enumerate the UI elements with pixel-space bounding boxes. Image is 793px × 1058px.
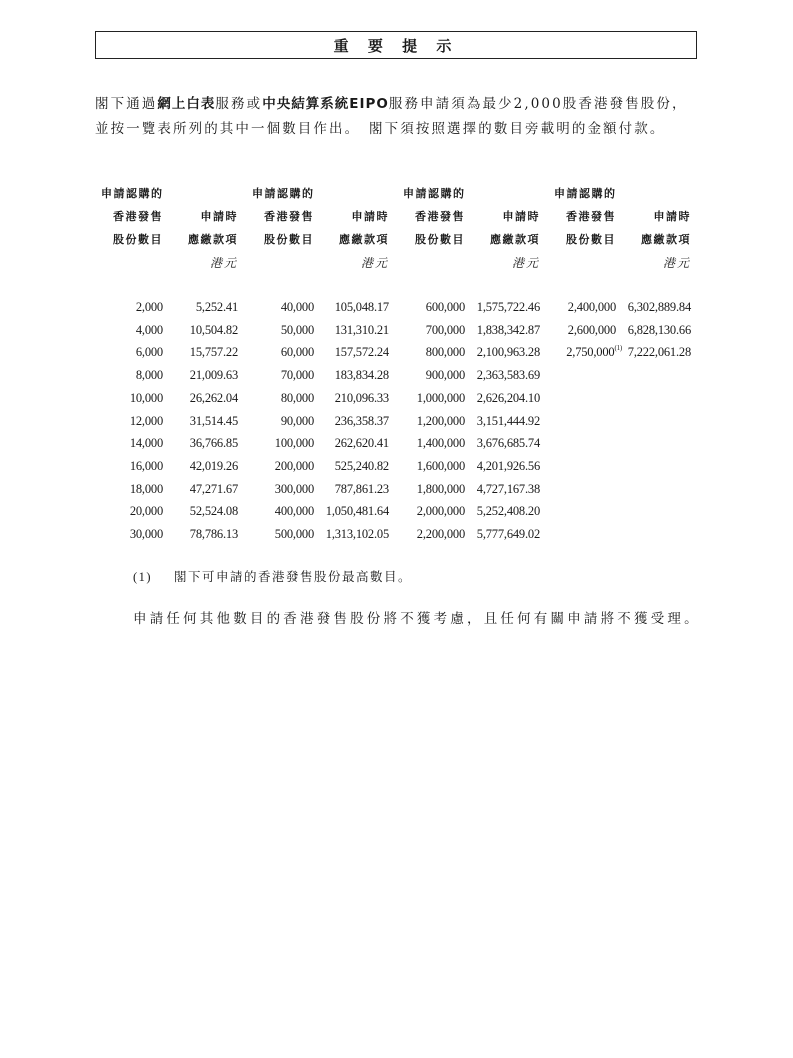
share-count-cell: 1,000,000: [416, 390, 465, 405]
amount-cell: 7,222,061.28: [627, 345, 691, 360]
amount-cell: 26,262.04: [189, 390, 238, 405]
share-count-cell: 700,000: [425, 322, 465, 337]
amount-cell: 183,834.28: [334, 368, 389, 383]
share-count-cell: 1,600,000: [416, 458, 465, 473]
header-shares-line1: 申請認購的: [403, 187, 466, 200]
amount-cell: 236,358.37: [334, 413, 389, 428]
header-amount-line1: 申請時: [502, 210, 540, 223]
header-shares-line3: 股份數目: [264, 233, 314, 246]
header-unit-hkd: 港元: [511, 256, 540, 270]
share-count-cell: 1,400,000: [416, 436, 465, 451]
amount-cell: 1,313,102.05: [325, 527, 389, 541]
share-count-cell: 900,000: [425, 368, 465, 383]
intro-lead: 閣下通過: [95, 96, 158, 112]
share-count-cell: 300,000: [274, 481, 314, 496]
header-unit-hkd: 港元: [360, 256, 389, 270]
header-shares-line2: 香港發售: [415, 210, 465, 223]
share-count-cell: 100,000: [274, 436, 314, 451]
share-count-cell: 16,000: [129, 458, 163, 473]
share-count-cell: 6,000: [135, 345, 163, 360]
amount-cell: 1,575,722.46: [476, 300, 540, 314]
header-amount-line1: 申請時: [653, 210, 691, 223]
share-count-cell: 30,000: [129, 527, 163, 541]
title-text: 重 要 提 示: [333, 36, 459, 55]
share-count-cell: 1,200,000: [416, 413, 465, 428]
header-shares-line3: 股份數目: [566, 233, 616, 246]
amount-cell: 210,096.33: [334, 390, 389, 405]
share-count-cell: 80,000: [280, 390, 314, 405]
intro-rest: 服務申請須為最少2,000股香港發售股份，並按一覽表所列的其中一個數目作出。 閣下須按照選擇的數目旁載明的金額付款。: [95, 96, 688, 137]
share-count-cell: 50,000: [280, 322, 314, 337]
amount-cell: 10,504.82: [189, 322, 238, 337]
share-count-cell: 70,000: [280, 368, 314, 383]
share-count-cell: 60,000: [280, 345, 314, 360]
header-amount-line2: 應繳款項: [188, 233, 238, 246]
share-count-cell: 200,000: [274, 458, 314, 473]
header-amount-line1: 申請時: [351, 210, 389, 223]
header-shares-line3: 股份數目: [113, 233, 163, 246]
share-count-cell: 2,400,000: [567, 300, 616, 314]
amount-cell: 2,100,963.28: [476, 345, 540, 360]
footnote-text: 閣下可申請的香港發售股份最高數目。: [173, 569, 412, 584]
amount-cell: 6,302,889.84: [627, 300, 691, 314]
header-shares-line2: 香港發售: [566, 210, 616, 223]
amount-cell: 4,201,926.56: [476, 458, 540, 473]
intro-paragraph: [95, 92, 697, 141]
page-title: [95, 31, 697, 59]
intro-bold-ccass: 中央結算系統EIPO: [262, 96, 389, 112]
share-count-cell: 400,000: [274, 504, 314, 519]
amount-cell: 5,252.41: [195, 300, 238, 314]
share-count-cell: 2,600,000: [567, 322, 616, 337]
final-statement: 申請任何其他數目的香港發售股份將不獲考慮，且任何有關申請將不獲受理。: [133, 611, 701, 627]
header-shares-line1: 申請認購的: [554, 187, 617, 200]
header-shares-line2: 香港發售: [264, 210, 314, 223]
amount-cell: 131,310.21: [334, 322, 389, 337]
footnote: [133, 567, 412, 585]
header-unit-hkd: 港元: [662, 256, 691, 270]
header-amount-line2: 應繳款項: [490, 233, 540, 246]
amount-cell: 52,524.08: [189, 504, 238, 519]
amount-cell: 2,363,583.69: [476, 368, 540, 383]
amount-cell: 6,828,130.66: [627, 322, 691, 337]
footnote-marker: (1): [133, 570, 153, 584]
amount-cell: 15,757.22: [189, 345, 238, 360]
amount-cell: 2,626,204.10: [476, 390, 540, 405]
share-count-cell: 4,000: [135, 322, 163, 337]
share-count-cell: 18,000: [129, 481, 163, 496]
amount-cell: 4,727,167.38: [476, 481, 540, 496]
header-shares-line1: 申請認購的: [101, 187, 164, 200]
share-count-cell: 1,800,000: [416, 481, 465, 496]
amount-cell: 3,676,685.74: [476, 436, 540, 451]
header-unit-hkd: 港元: [209, 256, 238, 270]
amount-cell: 525,240.82: [334, 458, 389, 473]
amount-cell: 78,786.13: [189, 527, 238, 541]
amount-cell: 5,777,649.02: [476, 527, 540, 541]
share-count-cell: 2,000,000: [416, 504, 465, 519]
amount-cell: 47,271.67: [189, 481, 238, 496]
amount-cell: 36,766.85: [189, 436, 238, 451]
share-count-cell: 500,000: [274, 527, 314, 541]
header-amount-line1: 申請時: [200, 210, 238, 223]
amount-cell: 3,151,444.92: [476, 413, 540, 428]
share-count-cell: 40,000: [280, 300, 314, 314]
share-count-cell: 8,000: [135, 368, 163, 383]
intro-bold-white-form: 網上白表: [157, 96, 216, 112]
footnote-marker-superscript: (1): [614, 344, 622, 353]
amount-cell: 1,838,342.87: [476, 322, 540, 337]
amount-cell: 42,019.26: [189, 458, 238, 473]
share-count-cell: 12,000: [129, 413, 163, 428]
share-count-cell: 10,000: [129, 390, 163, 405]
amount-cell: 21,009.63: [189, 368, 238, 383]
share-count-cell: 20,000: [129, 504, 163, 519]
amount-cell: 105,048.17: [334, 300, 389, 314]
header-amount-line2: 應繳款項: [641, 233, 691, 246]
amount-cell: 1,050,481.64: [325, 504, 389, 519]
amount-cell: 5,252,408.20: [476, 504, 540, 519]
share-count-cell: 2,750,000$^{(1)}$: [566, 344, 622, 360]
header-shares-line3: 股份數目: [415, 233, 465, 246]
amount-cell: 157,572.24: [334, 345, 389, 360]
header-amount-line2: 應繳款項: [339, 233, 389, 246]
share-count-cell: 14,000: [129, 436, 163, 451]
share-count-cell: 2,200,000: [416, 527, 465, 541]
header-shares-line2: 香港發售: [113, 210, 163, 223]
amount-cell: 262,620.41: [334, 436, 389, 451]
amount-cell: 31,514.45: [189, 413, 238, 428]
share-count-cell: 90,000: [280, 413, 314, 428]
share-count-cell: 600,000: [425, 300, 465, 314]
header-shares-line1: 申請認購的: [252, 187, 315, 200]
amount-cell: 787,861.23: [334, 481, 389, 496]
share-count-cell: 800,000: [425, 345, 465, 360]
share-count-cell: 2,000: [135, 300, 163, 314]
intro-mid: 服務或: [215, 96, 263, 112]
